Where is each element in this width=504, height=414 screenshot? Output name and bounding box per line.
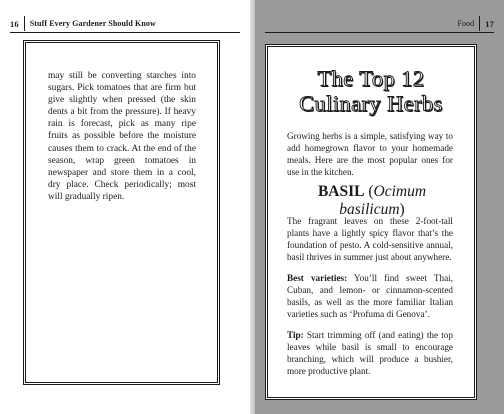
tip-text: Start trimming off (and eating) the top leaves while basil is small to encourage branching, which will produce a bushier, more productive plant. [287, 330, 453, 376]
card-title [268, 66, 474, 116]
running-head-divider [24, 16, 25, 31]
latin-open-paren: ( [364, 183, 374, 200]
varieties-label: Best varieties: [287, 273, 348, 283]
herb-name: BASIL [317, 183, 365, 200]
right-running-head [265, 15, 494, 33]
right-page [255, 0, 504, 414]
card-title-line-1: The Top 12 [317, 66, 425, 91]
running-head-divider [479, 16, 480, 31]
right-page-number: 17 [485, 18, 494, 29]
herb-heading [287, 183, 457, 219]
section-name: Food [457, 19, 475, 28]
herb-card [265, 44, 477, 400]
herb-description: The fragrant leaves on these 2-foot-tall plants have a lightly spicy flavor that’s the foundation of pesto. A cold-sensitive annual, basil thrives in summer just about anywhere. [287, 216, 453, 262]
left-body-text: may still be converting starches into sugars. Pick tomatoes that are firm but give slightly when pressed (the skin dents a bit from the pressure). If heavy rain is forecast, pick as many ripe fruits as possible before the moisture causes them to crack. At the end of the season, wrap green tomatoes in newspaper and store them in a cool, dry place. Check periodically; most will gradually ripen. [48, 71, 196, 202]
herb-latin-name: Ocimum basilicum [339, 183, 427, 218]
card-title-line-2: Culinary Herbs [299, 91, 443, 116]
varieties-text: You’ll find sweet Thai, Cuban, and lemon- or cinnamon-scented basils, as well as the more familiar Italian varieties such as ‘Profuma di Genova’. [287, 273, 453, 319]
tip-label: Tip: [287, 330, 304, 340]
left-page-number: 16 [10, 18, 19, 29]
tip-paragraph [287, 330, 453, 378]
book-title: Stuff Every Gardener Should Know [29, 19, 156, 28]
left-text-frame [23, 40, 220, 385]
intro-paragraph: Growing herbs is a simple, satisfying way to add homegrown flavor to your homemade meals. Here are the most popular ones for use in the kitchen. [287, 131, 453, 177]
left-page [0, 0, 250, 414]
latin-close-paren: ) [399, 201, 405, 218]
left-running-head [10, 15, 240, 33]
varieties-paragraph [287, 273, 453, 321]
